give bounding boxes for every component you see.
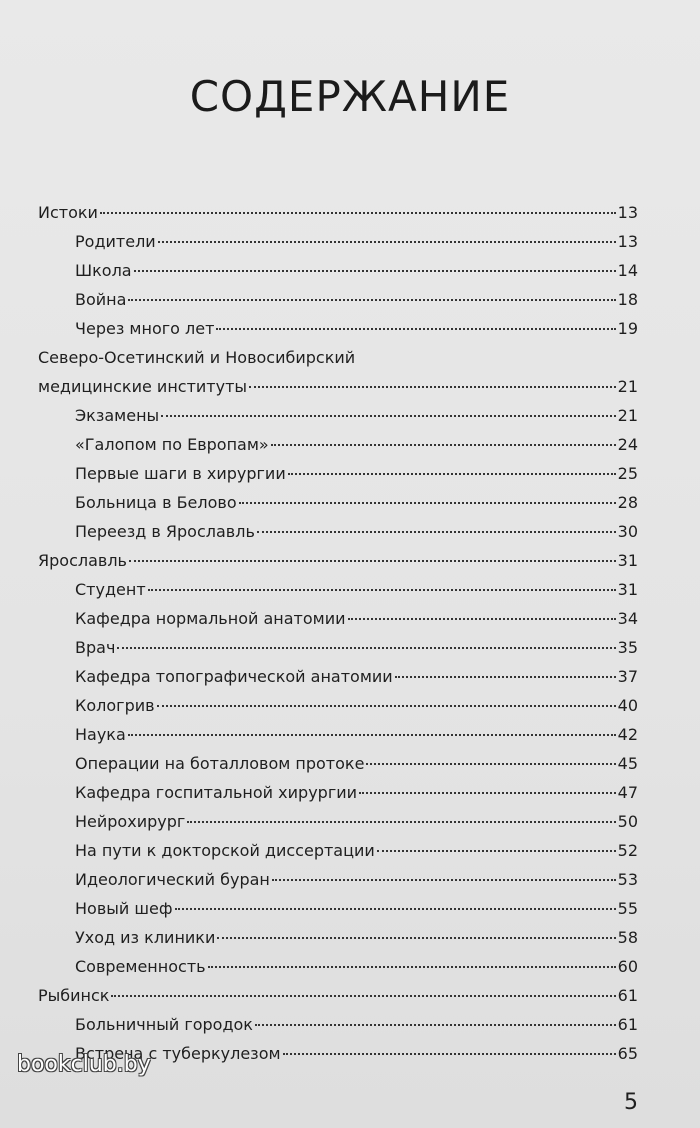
dot-leader <box>158 240 616 243</box>
dot-leader <box>377 849 616 852</box>
toc-entry-page: 42 <box>617 725 638 744</box>
watermark: bookclub.by <box>17 1052 151 1077</box>
toc-row <box>38 894 638 923</box>
toc-entry-page: 52 <box>617 841 638 860</box>
toc-row <box>38 952 638 981</box>
toc-entry <box>38 488 638 517</box>
dot-leader <box>128 733 616 736</box>
toc-row <box>38 1010 638 1039</box>
toc-row <box>38 981 638 1010</box>
toc-entry-label: Нейрохирург <box>75 812 186 831</box>
toc-entry-label: Кафедра нормальной анатомии <box>75 609 346 628</box>
dot-leader <box>128 298 615 301</box>
toc-entry-label: Кафедра госпитальной хирургии <box>75 783 358 802</box>
toc-entry-page: 60 <box>617 957 638 976</box>
toc-row <box>38 923 638 952</box>
toc-entry-page: 25 <box>617 464 638 483</box>
dot-leader <box>157 704 616 707</box>
toc-row <box>38 575 638 604</box>
toc-entry <box>38 836 638 865</box>
toc-entry-label: Первые шаги в хирургии <box>75 464 286 483</box>
dot-leader <box>271 443 616 446</box>
toc-entry-label: Переезд в Ярославль <box>75 522 255 541</box>
toc-row <box>38 778 638 807</box>
toc-entry <box>38 981 638 1010</box>
toc-row <box>38 720 638 749</box>
toc-entry-label: Экзамены <box>75 406 160 425</box>
toc-entry-label: Новый шеф <box>75 899 173 918</box>
toc-row <box>38 865 638 894</box>
toc-entry-page: 53 <box>617 870 638 889</box>
toc-row <box>38 314 638 343</box>
toc-row <box>38 517 638 546</box>
toc-entry-label: Больничный городок <box>75 1015 253 1034</box>
toc-entry-label: Больница в Белово <box>75 493 237 512</box>
toc-entry-label: Идеологический буран <box>75 870 270 889</box>
dot-leader <box>100 211 616 214</box>
toc-row <box>38 807 638 836</box>
toc-entry-label: Современность <box>75 957 206 976</box>
toc-entry <box>38 343 638 401</box>
toc-entry <box>38 256 638 285</box>
dot-leader <box>129 559 616 562</box>
toc-entry-page: 34 <box>617 609 638 628</box>
toc-row <box>38 430 638 459</box>
dot-leader <box>395 675 616 678</box>
dot-leader <box>216 327 615 330</box>
toc-entry-page: 18 <box>617 290 638 309</box>
toc-entry-label: Ярославль <box>38 551 127 570</box>
toc-entry <box>38 894 638 923</box>
toc-entry <box>38 198 638 227</box>
toc-entry-page: 24 <box>617 435 638 454</box>
toc-entry <box>38 1010 638 1039</box>
toc-row <box>38 285 638 314</box>
toc-entry <box>38 517 638 546</box>
toc-row <box>38 691 638 720</box>
page-title: СОДЕРЖАНИЕ <box>189 72 511 121</box>
table-of-contents <box>38 198 638 1068</box>
dot-leader <box>348 617 616 620</box>
toc-entry <box>38 720 638 749</box>
toc-entry-label: медицинские институты <box>38 377 248 396</box>
toc-row <box>38 749 638 778</box>
toc-entry <box>38 314 638 343</box>
toc-row <box>38 256 638 285</box>
toc-entry <box>38 401 638 430</box>
toc-row <box>38 459 638 488</box>
toc-entry-page: 13 <box>617 203 638 222</box>
toc-entry <box>38 285 638 314</box>
toc-row <box>38 546 638 575</box>
toc-entry-page: 58 <box>617 928 638 947</box>
toc-entry-page: 50 <box>617 812 638 831</box>
dot-leader <box>239 501 616 504</box>
toc-row <box>38 488 638 517</box>
dot-leader <box>111 994 615 997</box>
toc-entry-page: 19 <box>617 319 638 338</box>
toc-entry-page: 30 <box>617 522 638 541</box>
toc-entry <box>38 807 638 836</box>
toc-entry <box>38 604 638 633</box>
toc-entry-label: Родители <box>75 232 156 251</box>
toc-entry-label: Уход из клиники <box>75 928 216 947</box>
toc-entry-label: Операции на боталловом протоке <box>75 754 365 773</box>
toc-entry-label-line1: Северо-Осетинский и Новосибирский <box>38 348 356 367</box>
toc-entry-label: Кологрив <box>75 696 155 715</box>
dot-leader <box>187 820 615 823</box>
toc-entry-label: Студент <box>75 580 146 599</box>
toc-entry-page: 65 <box>617 1044 638 1063</box>
dot-leader <box>175 907 616 910</box>
dot-leader <box>148 588 616 591</box>
toc-entry-page: 37 <box>617 667 638 686</box>
toc-entry <box>38 459 638 488</box>
toc-entry-label: Встреча с туберкулезом <box>75 1044 281 1063</box>
toc-entry <box>38 662 638 691</box>
toc-entry-label: Истоки <box>38 203 98 222</box>
toc-row <box>38 227 638 256</box>
toc-entry-page: 47 <box>617 783 638 802</box>
toc-entry-page: 31 <box>617 580 638 599</box>
toc-row <box>38 372 638 401</box>
toc-entry <box>38 546 638 575</box>
toc-entry-page: 31 <box>617 551 638 570</box>
toc-row <box>38 633 638 662</box>
toc-entry-page: 45 <box>617 754 638 773</box>
toc-entry-label: Через много лет <box>75 319 215 338</box>
dot-leader <box>366 762 615 765</box>
toc-entry <box>38 952 638 981</box>
dot-leader <box>249 385 616 388</box>
dot-leader <box>283 1052 616 1055</box>
toc-entry <box>38 227 638 256</box>
toc-entry-label: Наука <box>75 725 126 744</box>
dot-leader <box>272 878 616 881</box>
dot-leader <box>288 472 616 475</box>
toc-entry-label: На пути к докторской диссертации <box>75 841 375 860</box>
dot-leader <box>217 936 615 939</box>
toc-row <box>38 401 638 430</box>
dot-leader <box>255 1023 616 1026</box>
toc-row <box>38 836 638 865</box>
toc-entry-page: 13 <box>617 232 638 251</box>
toc-entry-label: Кафедра топографической анатомии <box>75 667 393 686</box>
toc-entry <box>38 691 638 720</box>
toc-entry <box>38 430 638 459</box>
dot-leader <box>257 530 616 533</box>
toc-entry-page: 28 <box>617 493 638 512</box>
toc-entry <box>38 923 638 952</box>
dot-leader <box>117 646 615 649</box>
toc-entry <box>38 575 638 604</box>
toc-entry-page: 61 <box>617 1015 638 1034</box>
dot-leader <box>208 965 616 968</box>
toc-entry-page: 14 <box>617 261 638 280</box>
toc-entry-page: 21 <box>617 377 638 396</box>
toc-entry-page: 21 <box>617 406 638 425</box>
toc-row <box>38 198 638 227</box>
toc-entry-page: 61 <box>617 986 638 1005</box>
toc-entry <box>38 633 638 662</box>
dot-leader <box>161 414 615 417</box>
toc-entry-label: Врач <box>75 638 116 657</box>
dot-leader <box>359 791 616 794</box>
toc-entry <box>38 865 638 894</box>
toc-entry-page: 40 <box>617 696 638 715</box>
toc-entry-label: Школа <box>75 261 132 280</box>
toc-entry-label: «Галопом по Европам» <box>75 435 269 454</box>
page-number: 5 <box>624 1090 638 1115</box>
dot-leader <box>134 269 616 272</box>
toc-entry <box>38 749 638 778</box>
toc-entry-page: 35 <box>617 638 638 657</box>
toc-entry-label: Война <box>75 290 127 309</box>
toc-entry <box>38 778 638 807</box>
toc-entry-label: Рыбинск <box>38 986 110 1005</box>
toc-row <box>38 604 638 633</box>
toc-entry-page: 55 <box>617 899 638 918</box>
toc-row <box>38 662 638 691</box>
